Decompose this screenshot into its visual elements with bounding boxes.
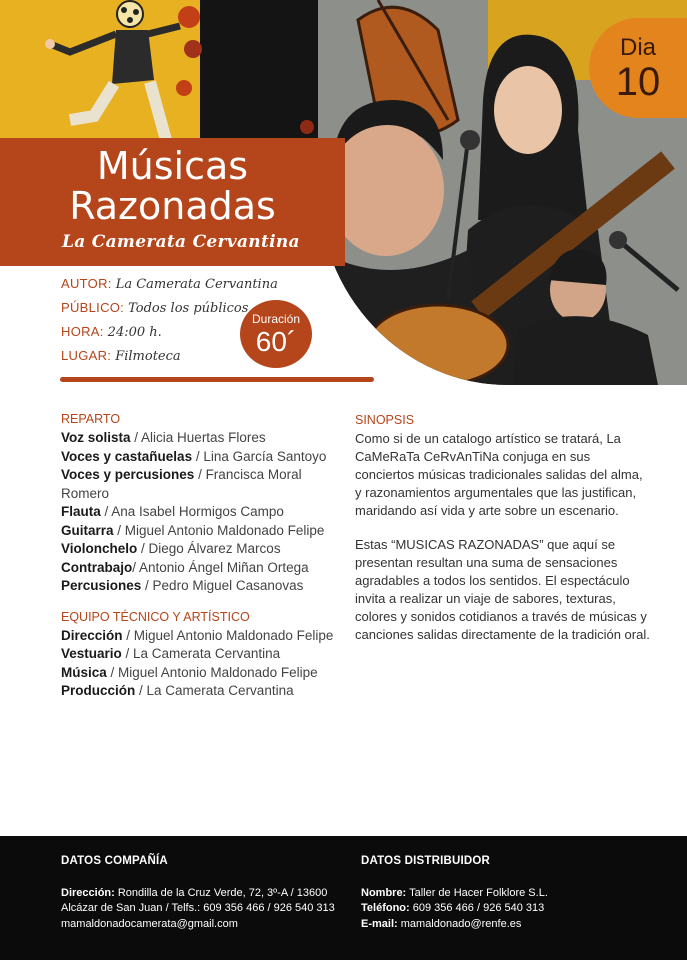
crew-row <box>61 664 346 683</box>
phone-value: 609 356 466 / 926 540 313 <box>409 902 545 914</box>
crew-row <box>61 682 346 701</box>
cast-role: Percusiones <box>61 578 142 593</box>
phone-label: Teléfono: <box>361 902 410 914</box>
crew-role: Vestuario <box>61 646 122 661</box>
cast-name: / Francisca Moral Romero <box>61 467 302 501</box>
company-address <box>61 886 361 902</box>
crew-role: Producción <box>61 683 136 698</box>
email-label: E-mail: <box>361 917 398 930</box>
cast-row <box>61 522 346 541</box>
address-value: Rondilla de la Cruz Verde, 72, 3º-A / 13600 <box>114 886 328 899</box>
detail-lugar <box>61 348 181 364</box>
detail-key: AUTOR: <box>61 276 112 291</box>
name-label: Nombre: <box>361 886 407 899</box>
crew-row <box>61 645 346 664</box>
section-gap <box>61 596 346 610</box>
cast-role: Contrabajo <box>61 559 133 575</box>
cast-role: Voz solista <box>61 430 131 445</box>
distributor-phone <box>361 901 661 917</box>
duration-badge <box>240 300 312 368</box>
cast-row <box>61 559 346 578</box>
cast-row <box>61 448 346 467</box>
detail-publico <box>61 300 248 316</box>
detail-value: Todos los públicos <box>128 301 249 316</box>
distributor-name <box>361 886 661 902</box>
hero-banner <box>0 0 687 395</box>
company-email[interactable]: mamaldonadocamerata@gmail.com <box>61 917 238 930</box>
detail-key: PÚBLICO: <box>61 300 125 315</box>
distributor-email[interactable] <box>361 917 661 933</box>
cast-name: / Ana Isabel Hormigos Campo <box>100 504 284 519</box>
crew-name: / La Camerata Cervantina <box>135 683 294 698</box>
detail-autor <box>61 276 278 292</box>
decor-dot <box>300 120 314 134</box>
detail-value: 24:00 h. <box>107 325 162 340</box>
cast-name: / Antonio Ángel Miñan Ortega <box>132 559 309 575</box>
cast-name: / Diego Álvarez Marcos <box>137 541 281 556</box>
company-info <box>61 854 361 932</box>
dancer-illustration <box>30 0 190 140</box>
cast-role: Violonchelo <box>61 541 138 556</box>
day-badge <box>589 18 687 118</box>
cast-name: / Lina García Santoyo <box>192 448 327 464</box>
cast-name: / Miguel Antonio Maldonado Felipe <box>113 522 325 538</box>
title-line-1: Músicas <box>96 144 249 188</box>
crew-row <box>61 627 346 646</box>
cast-role: Voces y percusiones <box>61 467 195 482</box>
crew-name: / Miguel Antonio Maldonado Felipe <box>106 664 318 680</box>
crew-name: / Miguel Antonio Maldonado Felipe <box>122 627 334 643</box>
crew-role: Música <box>61 664 107 680</box>
detail-value: Filmoteca <box>115 349 181 364</box>
cast-role: Voces y castañuelas <box>61 448 193 464</box>
company-address-2: Alcázar de San Juan / Telfs.: 609 356 466 / 926 540 313 <box>61 902 335 914</box>
subtitle: La Camerata Cervantina <box>62 232 300 252</box>
email-value: mamaldonado@renfe.es <box>397 917 522 930</box>
name-value: Taller de Hacer Folklore S.L. <box>406 886 548 899</box>
paragraph-gap <box>355 520 650 536</box>
title-line-2: Razonadas <box>69 184 276 228</box>
distributor-info <box>361 854 661 932</box>
brush-divider <box>60 377 374 382</box>
credits-column <box>61 412 346 701</box>
cast-role: Guitarra <box>61 522 114 538</box>
cast-row <box>61 577 346 596</box>
detail-key: LUGAR: <box>61 348 112 363</box>
reparto-heading: REPARTO <box>61 412 121 426</box>
synopsis-paragraph-1: Como si de un catalogo artístico se tratará, La CaMeRaTa CeRvAnTiNa conjuga en sus conciertos músicas tradicionales salidas del alma, y razonamientos argumentales que las justifican, maridando así vida y arte sobre un escenario. <box>355 431 643 518</box>
synopsis-column <box>355 413 650 644</box>
contact-footer <box>0 836 687 960</box>
cast-row <box>61 540 346 559</box>
cast-row <box>61 503 346 522</box>
detail-key: HORA: <box>61 324 104 339</box>
cast-name: / Pedro Miguel Casanovas <box>141 578 304 593</box>
equipo-heading: EQUIPO TÉCNICO Y ARTÍSTICO <box>61 609 250 624</box>
sinopsis-heading: SINOPSIS <box>355 413 415 427</box>
dancer-artwork <box>0 0 330 140</box>
detail-value: La Camerata Cervantina <box>115 277 278 292</box>
cast-name: / Alicia Huertas Flores <box>130 430 266 445</box>
day-number: 10 <box>615 60 661 104</box>
synopsis-paragraph-2: Estas “MUSICAS RAZONADAS” que aquí se presentan resultan una suma de sensaciones agradables a todos los sentidos. El espectáculo invita a realizar un viaje de sabores, texturas, colores y sonidos cotidianos a través de músicas y canciones salidas directamente de la tradición oral. <box>355 537 650 642</box>
crew-role: Dirección <box>61 627 123 643</box>
address-label: Dirección: <box>61 886 115 899</box>
company-heading: DATOS COMPAÑÍA <box>61 855 168 867</box>
detail-hora <box>61 324 162 340</box>
duration-label: Duración <box>251 312 301 326</box>
distributor-heading: DATOS DISTRIBUIDOR <box>361 855 491 867</box>
day-label: Dia <box>619 34 656 61</box>
cast-row <box>61 466 346 503</box>
crew-name: / La Camerata Cervantina <box>121 646 281 661</box>
cast-row <box>61 429 346 448</box>
cast-role: Flauta <box>61 504 101 519</box>
duration-value: 60´ <box>255 326 297 357</box>
